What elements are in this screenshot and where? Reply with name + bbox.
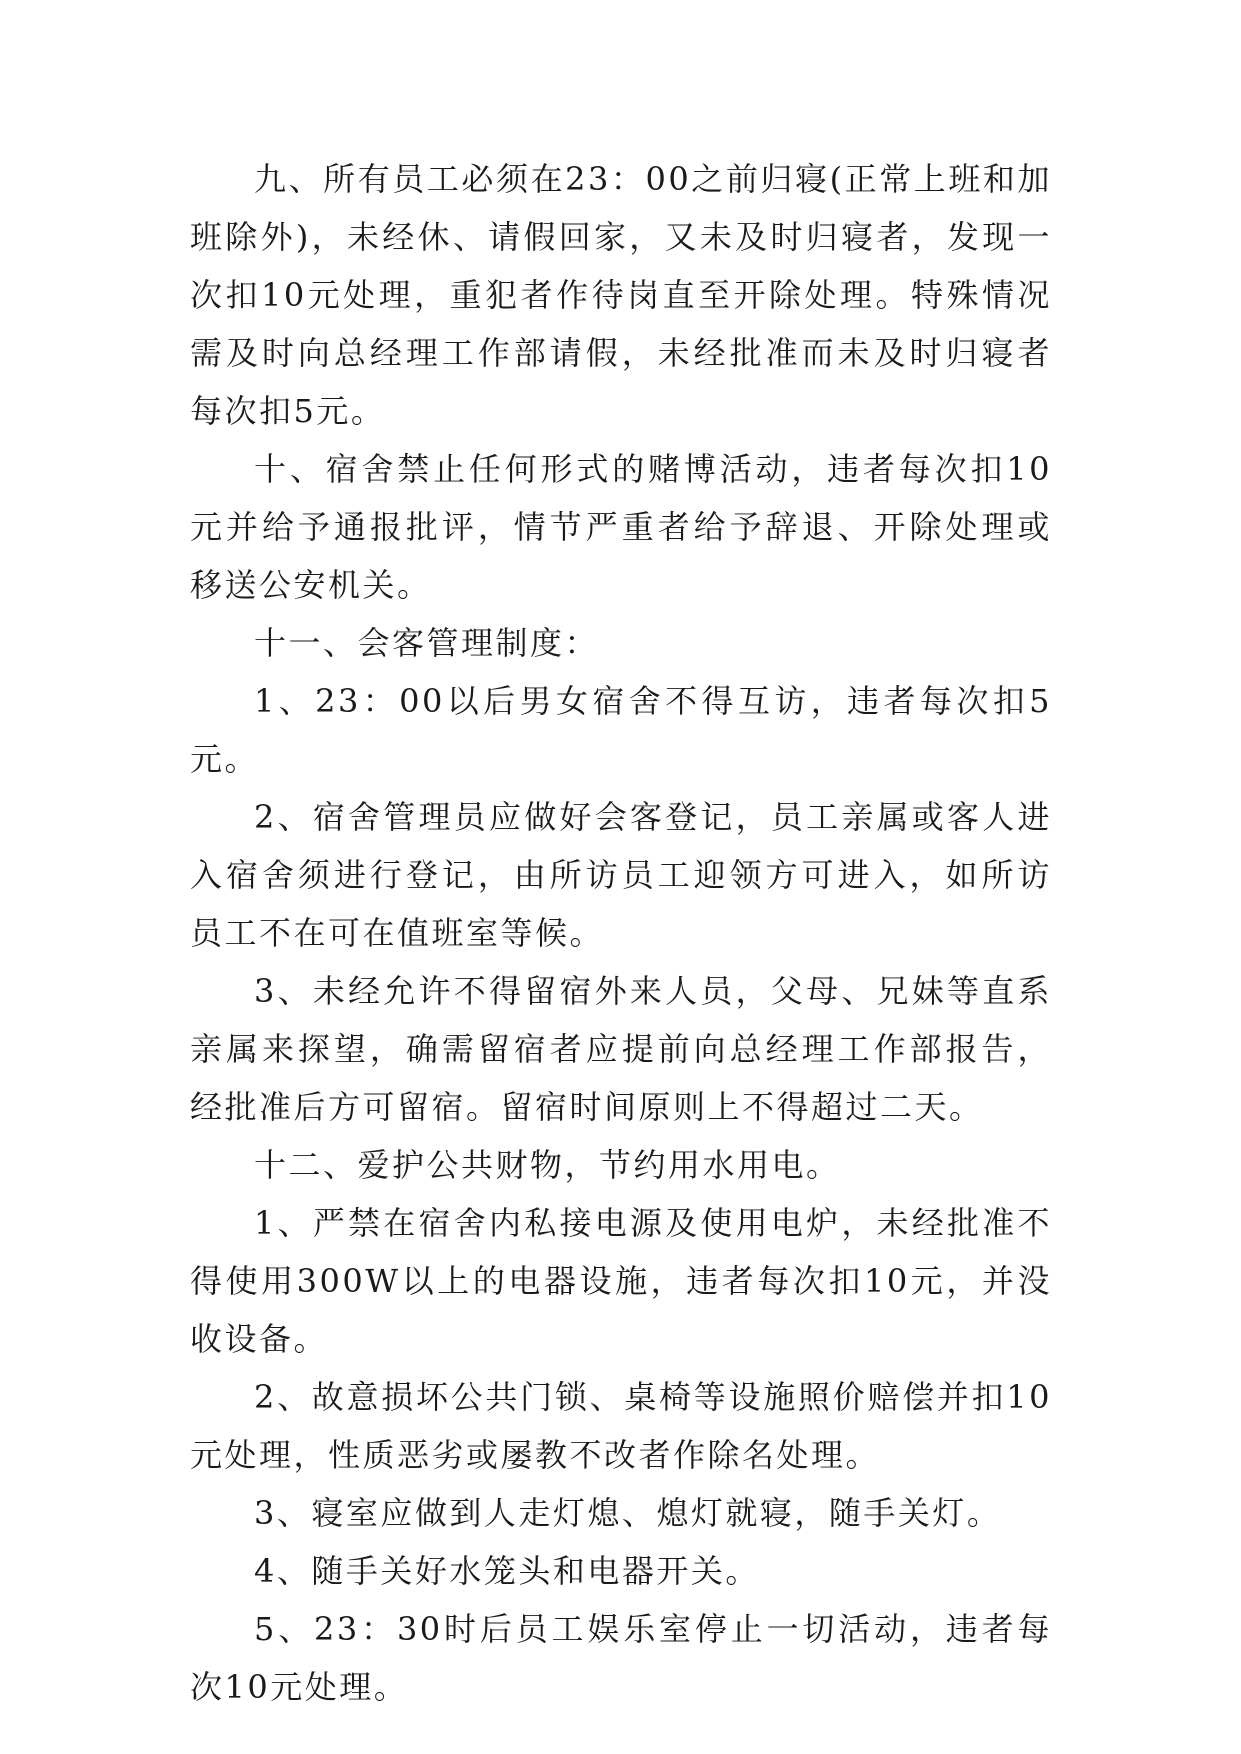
paragraph-rule-11-heading: 十一、会客管理制度： [254, 624, 600, 662]
paragraph-rule-10: 十、宿舍禁止任何形式的赌博活动，违者每次扣10元并给予通报批评，情节严重者给予辞退、开除处理或移送公安机关。 [190, 450, 1052, 604]
paragraph-rule-11-item-1: 1、23：00以后男女宿舍不得互访，违者每次扣5元。 [190, 682, 1052, 778]
paragraph-rule-12-item-2: 2、故意损坏公共门锁、桌椅等设施照价赔偿并扣10元处理，性质恶劣或屡教不改者作除名处理。 [190, 1378, 1052, 1474]
paragraph-rule-9: 九、所有员工必须在23：00之前归寝(正常上班和加班除外)，未经休、请假回家，又未及时归寝者，发现一次扣10元处理，重犯者作待岗直至开除处理。特殊情况需及时向总经理工作部请假，未经批准而未及时归寝者每次扣5元。 [190, 160, 1052, 430]
paragraph-rule-12-item-5: 5、23：30时后员工娱乐室停止一切活动，违者每次10元处理。 [190, 1610, 1052, 1706]
paragraph-rule-12-item-1: 1、严禁在宿舍内私接电源及使用电炉，未经批准不得使用300W以上的电器设施，违者每次扣10元，并没收设备。 [190, 1204, 1052, 1358]
paragraph-rule-12-item-3: 3、寝室应做到人走灯熄、熄灯就寝，随手关灯。 [254, 1494, 1002, 1532]
document-body [190, 150, 1052, 1716]
paragraph-rule-12-heading: 十二、爱护公共财物，节约用水用电。 [254, 1146, 841, 1184]
paragraph-rule-11-item-3: 3、未经允许不得留宿外来人员，父母、兄妹等直系亲属来探望，确需留宿者应提前向总经理工作部报告，经批准后方可留宿。留宿时间原则上不得超过二天。 [190, 972, 1052, 1126]
paragraph-rule-11-item-2: 2、宿舍管理员应做好会客登记，员工亲属或客人进入宿舍须进行登记，由所访员工迎领方可进入，如所访员工不在可在值班室等候。 [190, 798, 1052, 952]
paragraph-rule-12-item-4: 4、随手关好水笼头和电器开关。 [254, 1552, 760, 1590]
